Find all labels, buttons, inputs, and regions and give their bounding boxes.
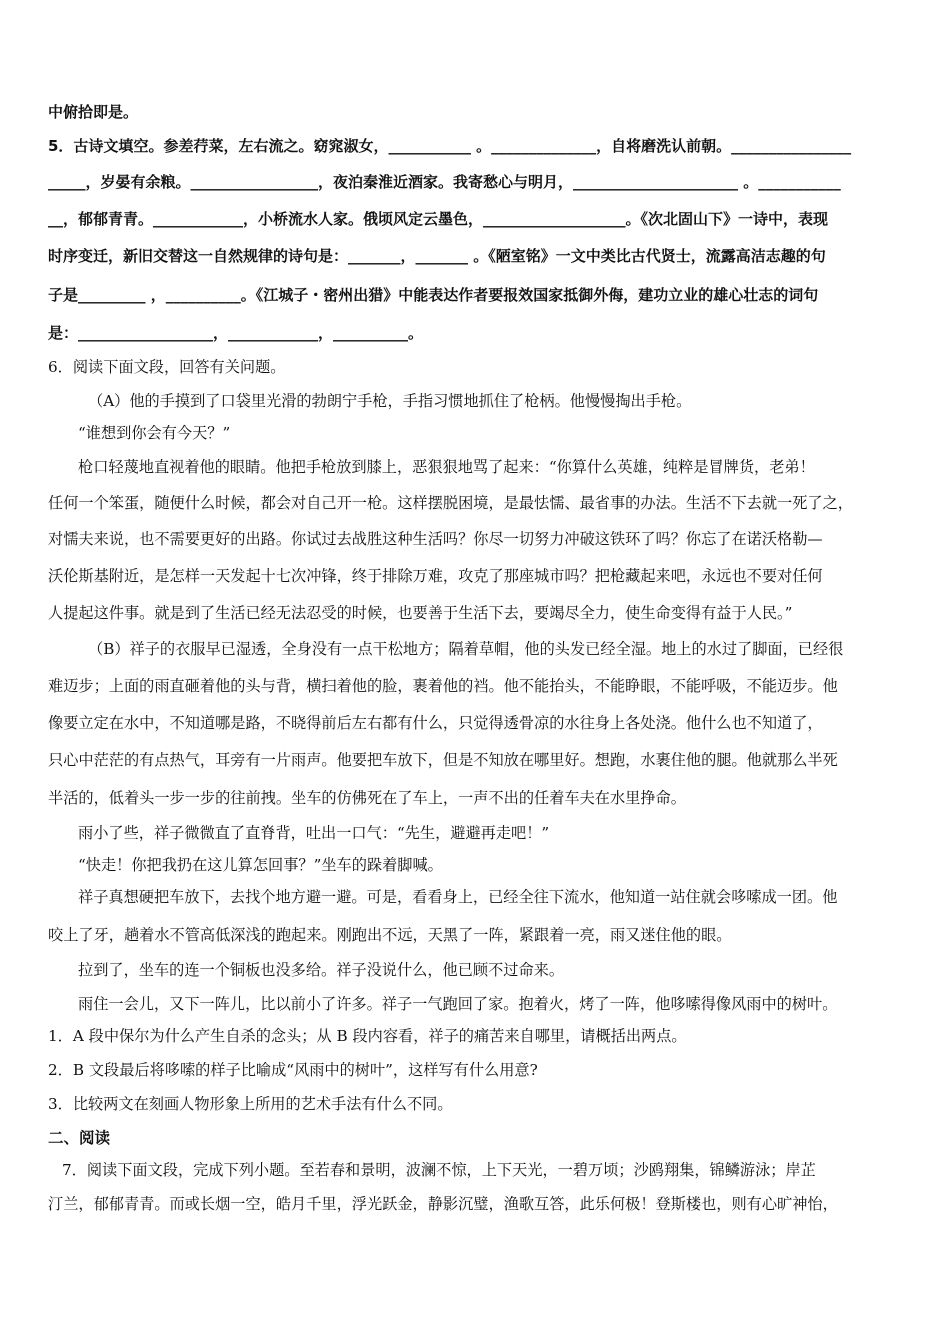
passage-a-line: 沃伦斯基附近，是怎样一天发起十七次冲锋，终于排除万难，攻克了那座城市吗？把枪藏起来吧，永远也不要对任何	[48, 567, 823, 585]
sub-question-2: 2．B 文段最后将哆嗦的样子比喻成“风雨中的树叶”，这样写有什么用意?	[48, 1061, 538, 1079]
passage-a-paragraph: （A）他的手摸到了口袋里光滑的勃朗宁手枪，手指习惯地抓住了枪柄。他慢慢掏出手枪。	[88, 392, 692, 410]
section-heading: 二、阅读	[48, 1129, 111, 1147]
text-line: __，郁郁青青。____________，小桥流水人家。俄顷风定云墨色，___________________。《次北固山下》一诗中，表现	[48, 210, 829, 228]
passage-a-paragraph: “谁想到你会有今天？”	[78, 424, 231, 442]
passage-b-paragraph: 雨住一会儿，又下一阵儿，比以前小了许多。祥子一气跑回了家。抱着火，烤了一阵，他哆嗦得像风雨中的树叶。	[78, 995, 838, 1013]
passage-b-line: 半活的，低着头一步一步的往前拽。坐车的仿佛死在了车上，一声不出的任着车夫在水里挣命。	[48, 789, 686, 807]
fill-blank-question-5: 5．古诗文填空。参差荇菜，左右流之。窈窕淑女，___________ 。______________，自将磨洗认前朝。________________	[48, 137, 852, 155]
passage-b-line: 咬上了牙，趟着水不管高低深浅的跑起来。刚跑出不远，天黑了一阵，紧跟着一亮，雨又迷住他的眼。	[48, 926, 732, 944]
passage-b-paragraph: （B）祥子的衣服早已湿透，全身没有一点干松地方；隔着草帽，他的头发已经全湿。地上的水过了脚面，已经很	[88, 640, 844, 658]
text-line: 是：__________________，____________，__________。	[48, 324, 424, 342]
passage-b-paragraph: 拉到了，坐车的连一个铜板也没多给。祥子没说什么，他已顾不过命来。	[78, 961, 564, 979]
passage-a-line: 人提起这件事。就是到了生活已经无法忍受的时候，也要善于生活下去，要竭尽全力，使生命变得有益于人民。”	[48, 604, 793, 622]
passage-b-line: 难迈步；上面的雨直砸着他的头与背，横扫着他的脸，裹着他的裆。他不能抬头，不能睁眼，不能呼吸，不能迈步。他	[48, 677, 838, 695]
passage-b-line: 像要立定在水中，不知道哪是路，不晓得前后左右都有什么，只觉得透骨凉的水往身上各处浇。他什么也不知道了，	[48, 714, 823, 732]
text-line: 子是_________ ，__________。《江城子・密州出猎》中能表达作者要报效国家抵御外侮，建功立业的雄心壮志的词句	[48, 286, 819, 304]
question-6-prompt: 6．阅读下面文段，回答有关问题。	[48, 358, 286, 376]
passage-b-paragraph: 雨小了些，祥子微微直了直脊背，吐出一口气：“先生，避避再走吧！”	[78, 824, 550, 842]
passage-line: 汀兰，郁郁青青。而或长烟一空，皓月千里，浮光跃金，静影沉璧，渔歌互答，此乐何极！登斯楼也，则有心旷神怡，	[48, 1195, 838, 1213]
passage-a-line: 对懦夫来说，也不需要更好的出路。你试过去战胜这种生活吗？你尽一切努力冲破这铁环了吗？你忘了在诺沃格勒—	[48, 530, 823, 548]
passage-a-line: 任何一个笨蛋，随便什么时候，都会对自己开一枪。这样摆脱困境，是最怯懦、最省事的办法。生活不下去就一死了之，	[48, 494, 853, 512]
sub-question-1: 1．A 段中保尔为什么产生自杀的念头；从 B 段内容看，祥子的痛苦来自哪里，请概括出两点。	[48, 1027, 687, 1045]
text-line: _____，岁晏有余粮。_________________，夜泊秦淮近酒家。我寄愁心与明月，______________________ 。___________	[48, 173, 841, 191]
passage-b-paragraph: “快走！你把我扔在这儿算怎回事？”坐车的跺着脚喊。	[78, 856, 443, 874]
passage-b-paragraph: 祥子真想硬把车放下，去找个地方避一避。可是，看看身上，已经全往下流水，他知道一站住就会哆嗦成一团。他	[78, 888, 838, 906]
question-7-prompt: 7．阅读下面文段，完成下列小题。至若春和景明，波澜不惊，上下天光，一碧万顷；沙鸥翔集，锦鳞游泳；岸芷	[62, 1161, 816, 1179]
passage-a-paragraph: 枪口轻蔑地直视着他的眼睛。他把手枪放到膝上，恶狠狠地骂了起来：“你算什么英雄，纯粹是冒牌货，老弟！	[78, 458, 815, 476]
passage-b-line: 只心中茫茫的有点热气，耳旁有一片雨声。他要把车放下，但是不知放在哪里好。想跑，水裹住他的腿。他就那么半死	[48, 751, 838, 769]
text-line: 中俯拾即是。	[48, 103, 139, 121]
sub-question-3: 3．比较两文在刻画人物形象上所用的艺术手法有什么不同。	[48, 1095, 453, 1113]
text-line: 时序变迁，新旧交替这一自然规律的诗句是：_______，_______ 。《陋室铭》一文中类比古代贤士，流露高洁志趣的句	[48, 247, 826, 265]
